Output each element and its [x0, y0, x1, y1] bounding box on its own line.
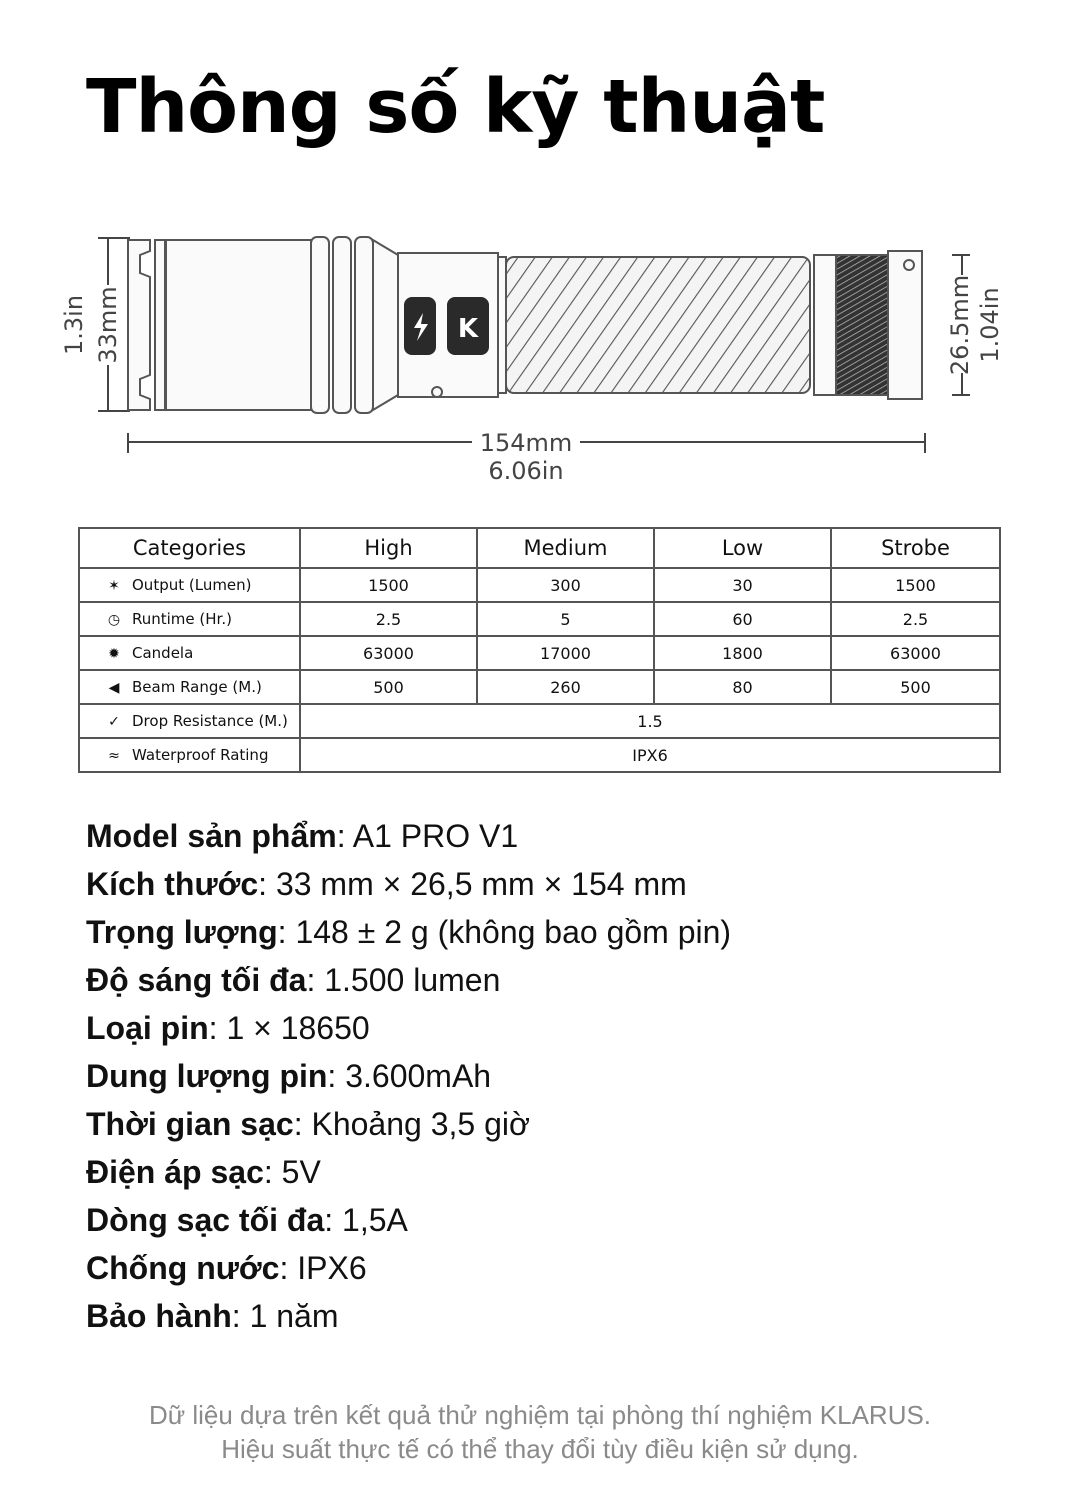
- table-cell: 63000: [831, 636, 1000, 670]
- spec-label: Kích thước: [86, 866, 259, 902]
- spec-label: Model sản phẩm: [86, 818, 337, 854]
- spec-label: Dung lượng pin: [86, 1058, 328, 1094]
- table-cell: 2.5: [300, 602, 477, 636]
- row-label: Beam Range (M.): [132, 678, 262, 696]
- table-cell: 30: [654, 568, 831, 602]
- table-row: [79, 602, 1000, 636]
- dim-left-mm: 33mm: [94, 286, 122, 364]
- spec-value: : 1.500 lumen: [306, 962, 501, 998]
- spec-label: Dòng sạc tối đa: [86, 1202, 325, 1238]
- table-cell: 1800: [654, 636, 831, 670]
- table-row: [79, 670, 1000, 704]
- table-cell-span: IPX6: [300, 738, 1000, 772]
- mode-button[interactable]: [404, 297, 436, 355]
- spec-item: [86, 812, 731, 860]
- header-high: High: [300, 528, 477, 568]
- table-cell: 1500: [831, 568, 1000, 602]
- waterproof-icon: ≈: [108, 748, 120, 764]
- runtime-icon: ◷: [107, 612, 121, 628]
- table-cell: 17000: [477, 636, 654, 670]
- spec-value: : 148 ± 2 g (không bao gồm pin): [277, 914, 732, 950]
- spec-table: [78, 527, 1001, 773]
- table-cell: 60: [654, 602, 831, 636]
- spec-value: : 1 × 18650: [208, 1010, 370, 1046]
- table-header-row: [79, 528, 1000, 568]
- drop-resistance-icon: ✓: [108, 714, 120, 730]
- spec-item: [86, 1196, 731, 1244]
- table-row: [79, 636, 1000, 670]
- flashlight-body: [506, 251, 922, 399]
- row-label: Runtime (Hr.): [132, 610, 232, 628]
- dim-right-mm: 26.5mm: [946, 274, 974, 376]
- flashlight-diagram: [0, 215, 1080, 495]
- table-row: [79, 704, 1000, 738]
- table-row: [79, 738, 1000, 772]
- spec-value: : IPX6: [279, 1250, 367, 1286]
- table-cell: 500: [300, 670, 477, 704]
- row-label: Waterproof Rating: [132, 746, 269, 764]
- spec-item: [86, 1100, 731, 1148]
- row-label: Drop Resistance (M.): [132, 712, 288, 730]
- dim-right-in: 1.04in: [976, 287, 1004, 363]
- table-cell-span: 1.5: [300, 704, 1000, 738]
- spec-label: Điện áp sạc: [86, 1154, 264, 1190]
- spec-label: Chống nước: [86, 1250, 280, 1286]
- footer-note: [0, 1398, 1080, 1466]
- footer-line-2: Hiệu suất thực tế có thể thay đổi tùy điều kiện sử dụng.: [221, 1434, 859, 1464]
- table-row: [79, 568, 1000, 602]
- spec-label: Độ sáng tối đa: [86, 962, 307, 998]
- spec-item: [86, 908, 731, 956]
- table-cell: 500: [831, 670, 1000, 704]
- spec-value: : 33 mm × 26,5 mm × 154 mm: [258, 866, 687, 902]
- spec-item: [86, 1052, 731, 1100]
- header-strobe: Strobe: [831, 528, 1000, 568]
- table-cell: 5: [477, 602, 654, 636]
- dim-left-in: 1.3in: [60, 294, 88, 356]
- output-icon: ✶: [108, 578, 120, 594]
- row-label: Output (Lumen): [132, 576, 252, 594]
- row-category: [79, 704, 300, 738]
- spec-value: : A1 PRO V1: [336, 818, 519, 854]
- spec-value: : 3.600mAh: [327, 1058, 492, 1094]
- flashlight-head: [128, 237, 398, 413]
- beam-range-icon: ◀: [108, 680, 120, 696]
- spec-label: Loại pin: [86, 1010, 209, 1046]
- candela-icon: ✹: [108, 646, 120, 662]
- row-category: [79, 602, 300, 636]
- row-category: [79, 738, 300, 772]
- table-cell: 80: [654, 670, 831, 704]
- row-category: [79, 568, 300, 602]
- spec-value: : 1,5A: [324, 1202, 408, 1238]
- spec-label: Bảo hành: [86, 1298, 232, 1334]
- klarus-logo-icon: K: [457, 314, 479, 344]
- page-title: Thông số kỹ thuật: [86, 64, 825, 150]
- row-label: Candela: [132, 644, 194, 662]
- table-cell: 1500: [300, 568, 477, 602]
- footer-line-1: Dữ liệu dựa trên kết quả thử nghiệm tại phòng thí nghiệm KLARUS.: [148, 1400, 932, 1430]
- spec-value: : 1 năm: [231, 1298, 339, 1334]
- dim-length-mm: 154mm: [479, 429, 573, 457]
- spec-list: [86, 812, 731, 1340]
- spec-value: : Khoảng 3,5 giờ: [293, 1106, 530, 1142]
- table-cell: 2.5: [831, 602, 1000, 636]
- spec-item: [86, 1244, 731, 1292]
- table-cell: 300: [477, 568, 654, 602]
- header-categories: Categories: [79, 528, 300, 568]
- spec-value: : 5V: [263, 1154, 321, 1190]
- spec-label: Trọng lượng: [86, 914, 278, 950]
- table-cell: 63000: [300, 636, 477, 670]
- spec-label: Thời gian sạc: [86, 1106, 294, 1142]
- power-button[interactable]: [447, 297, 489, 355]
- table-cell: 260: [477, 670, 654, 704]
- spec-item: [86, 1292, 731, 1340]
- header-low: Low: [654, 528, 831, 568]
- spec-item: [86, 1148, 731, 1196]
- spec-item: [86, 956, 731, 1004]
- spec-item: [86, 860, 731, 908]
- row-category: [79, 670, 300, 704]
- row-category: [79, 636, 300, 670]
- header-medium: Medium: [477, 528, 654, 568]
- spec-item: [86, 1004, 731, 1052]
- dim-length-in: 6.06in: [488, 457, 564, 485]
